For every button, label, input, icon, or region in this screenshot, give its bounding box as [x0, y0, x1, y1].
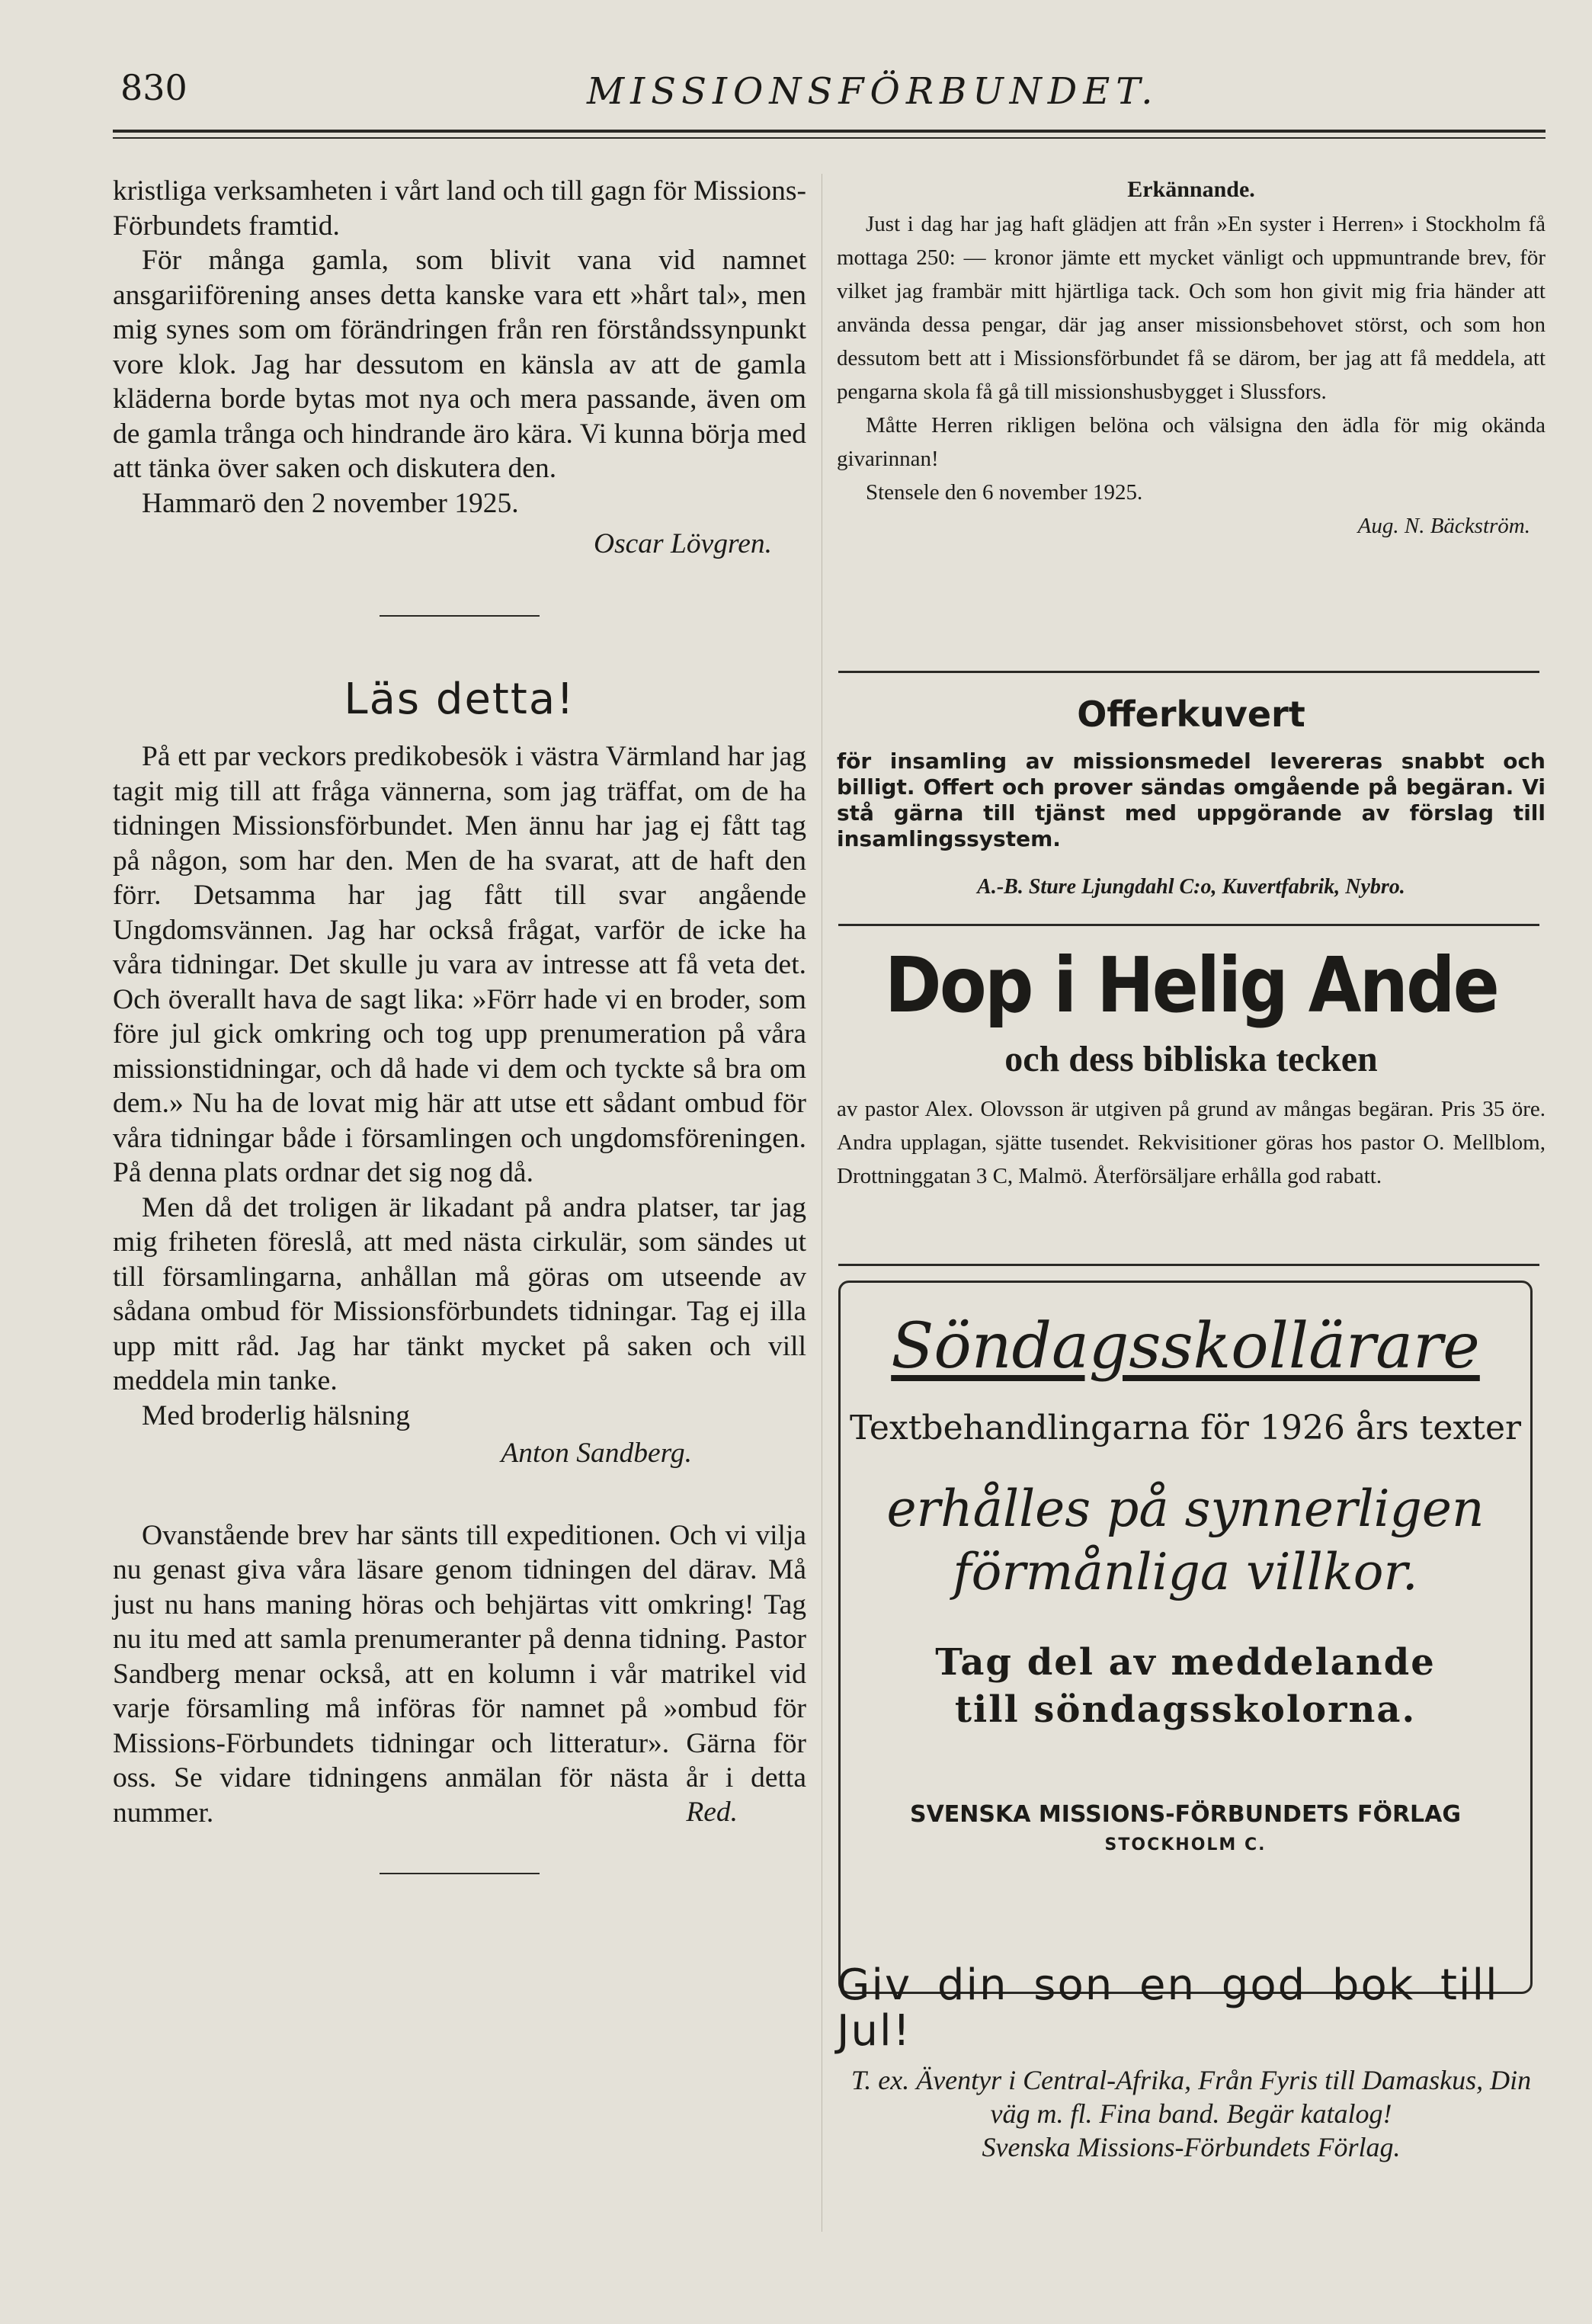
end-divider	[380, 1873, 540, 1874]
gift-title: Giv din son en god bok till Jul!	[837, 1960, 1499, 2056]
sunday-title: Söndagsskollärare	[891, 1310, 1480, 1383]
gift-ad	[837, 1960, 1546, 2164]
article-greeting: Med broderlig hälsning	[142, 1399, 411, 1431]
book-title: Dop i Helig Ande	[884, 941, 1498, 1030]
page-number: 830	[120, 67, 187, 108]
continued-text-1: kristliga verksamheten i vårt land och till gagn för Missions-Förbundets framtid.	[113, 175, 806, 242]
offer-title: Offerkuvert	[1077, 694, 1305, 735]
ack-rule	[838, 671, 1539, 673]
section-divider	[380, 615, 540, 617]
editor-signature: Red.	[686, 1797, 738, 1828]
ack-text: Just i dag har jag haft glädjen att från »En syster i Herren» i Stockholm få mottaga 250: — kronor jämte ett mycket vänligt och uppmuntrande brev, för vilket jag frambär mitt hjärtliga tack. Och som hon givit mig fria händer att använda dessa pengar, där jag anser missionsbehovet störst, och som hon dessutom bett att i Missionsförbundet få se därom, ber jag att få meddela, att pengarna skola få gå till missionshusbygget i Slussfors.	[837, 212, 1546, 404]
sunday-publisher: SVENSKA MISSIONS-FÖRBUNDETS FÖRLAG	[909, 1801, 1462, 1828]
sunday-line-5: till söndagsskolorna.	[954, 1688, 1417, 1731]
sunday-school-ad	[838, 1281, 1533, 1994]
gift-publisher: Svenska Missions-Förbundets Förlag.	[982, 2132, 1401, 2162]
continued-text-2: För många gamla, som blivit vana vid namnet ansgariiförening anses detta kanske vara ett »hårt tal», men mig synes som om förändringen från ren förståndssynpunkt vore klok. Jag har dessutom en känsla av att de gamla kläderna borde bytas mot nya och mera passande, även om de gamla trånga och hindrande äro kära. Vi kunna börja med att tänka över saken och diskutera den.	[113, 245, 806, 484]
book-rule	[838, 1264, 1539, 1266]
book-subtitle: och dess bibliska tecken	[1004, 1039, 1378, 1079]
offer-company: A.-B. Sture Ljungdahl C:o, Kuvertfabrik, Nybro.	[977, 875, 1405, 899]
article-heading: Läs detta!	[344, 674, 575, 724]
book-ad	[837, 941, 1546, 1193]
sunday-line-2: erhålles på synnerligen	[886, 1479, 1485, 1538]
article-paragraph-2: Men då det troligen är likadant på andra platser, tar jag mig friheten föreslå, att med nästa cirkulär, som sändes ut till församlingarna, anhållan må göras om utseende av sådana ombud för Missionsförbundets tidningar. Tag ej illa upp mitt råd. Jag har tänkt mycket på saken och vill meddela min tanke.	[113, 1191, 806, 1396]
article-signature: Anton Sandberg.	[501, 1438, 692, 1469]
offer-rule	[838, 924, 1539, 926]
continued-date: Hammarö den 2 november 1925.	[142, 487, 519, 519]
sunday-city: STOCKHOLM C.	[1104, 1835, 1267, 1854]
journal-title: MISSIONSFÖRBUNDET.	[587, 70, 1159, 113]
continued-signature: Oscar Lövgren.	[593, 528, 772, 559]
left-column	[113, 174, 806, 1874]
header-rule-bottom	[113, 137, 1546, 139]
sunday-line-4: Tag del av meddelande	[935, 1641, 1436, 1684]
ack-title: Erkännande.	[1127, 177, 1255, 202]
book-text: av pastor Alex. Olovsson är utgiven på grund av mångas begäran. Pris 35 öre. Andra upplagan, sjätte tusendet. Rekvisitioner göras hos pastor O. Mellblom, Drottninggatan 3 C, Malmö. Återförsäljare erhålla god rabatt.	[837, 1097, 1546, 1188]
sunday-line-3: förmånliga villkor.	[953, 1543, 1418, 1601]
offer-text: för insamling av missionsmedel levereras snabbt och billigt. Offert och prover sändas omgående på begäran. Vi stå gärna till tjänst med uppgörande av förslag till insamlingssystem.	[837, 748, 1546, 851]
ack-text-2: Måtte Herren rikligen belöna och välsigna den ädla för mig okända givarinnan!	[837, 413, 1546, 471]
sunday-line-1: Textbehandlingarna för 1926 års texter	[849, 1409, 1522, 1447]
editor-note: Ovanstående brev har sänts till expeditionen. Och vi vilja nu genast giva våra läsare genom tidningen del därav. Må just nu hans maning höras och behjärtas vitt omkring! Tag nu itu med att samla prenumeranter på denna tidning. Pastor Sandberg menar också, att en kolumn i vår matrikel vid varje församling må införas för namnet på »ombud för Missions-Förbundets tidningar och litteratur». Gärna för oss. Se vidare tidningens anmälan för nästa år i detta nummer.	[113, 1519, 806, 1829]
ack-place-date: Stensele den 6 november 1925.	[866, 480, 1143, 505]
gift-text: T. ex. Äventyr i Central-Afrika, Från Fyris till Damaskus, Din väg m. fl. Fina band. Begär katalog!	[850, 2065, 1532, 2129]
article-paragraph-1: På ett par veckors predikobesök i västra Värmland har jag tagit mig till att fråga vännerna, som jag träffat, om de ha tidningen Missionsförbundet. Men ännu har jag ej fått tag på någon, som har den. Men de ha svarat, att de haft den förr. Detsamma har jag fått till svar angående Ungdomsvännen. Jag har också frågat, varför de icke ha våra tidningar. Det skulle ju vara av intresse att få veta det. Och överallt hava de sagt lika: »Förr hade vi en broder, som före jul gick omkring och tog upp prenumeration på våra missionstidningar, och då hade vi dem och tyckte så bra om dem.» Nu ha de lovat mig här att utse ett sådant ombud för våra tidningar både i församlingen och ungdomsföreningen. På denna plats ordnar det sig nog då.	[113, 741, 806, 1188]
header-rule-top	[113, 130, 1546, 133]
acknowledgement	[837, 177, 1546, 543]
offer-ad	[837, 694, 1546, 899]
ack-signature: Aug. N. Bäckström.	[1357, 514, 1530, 538]
